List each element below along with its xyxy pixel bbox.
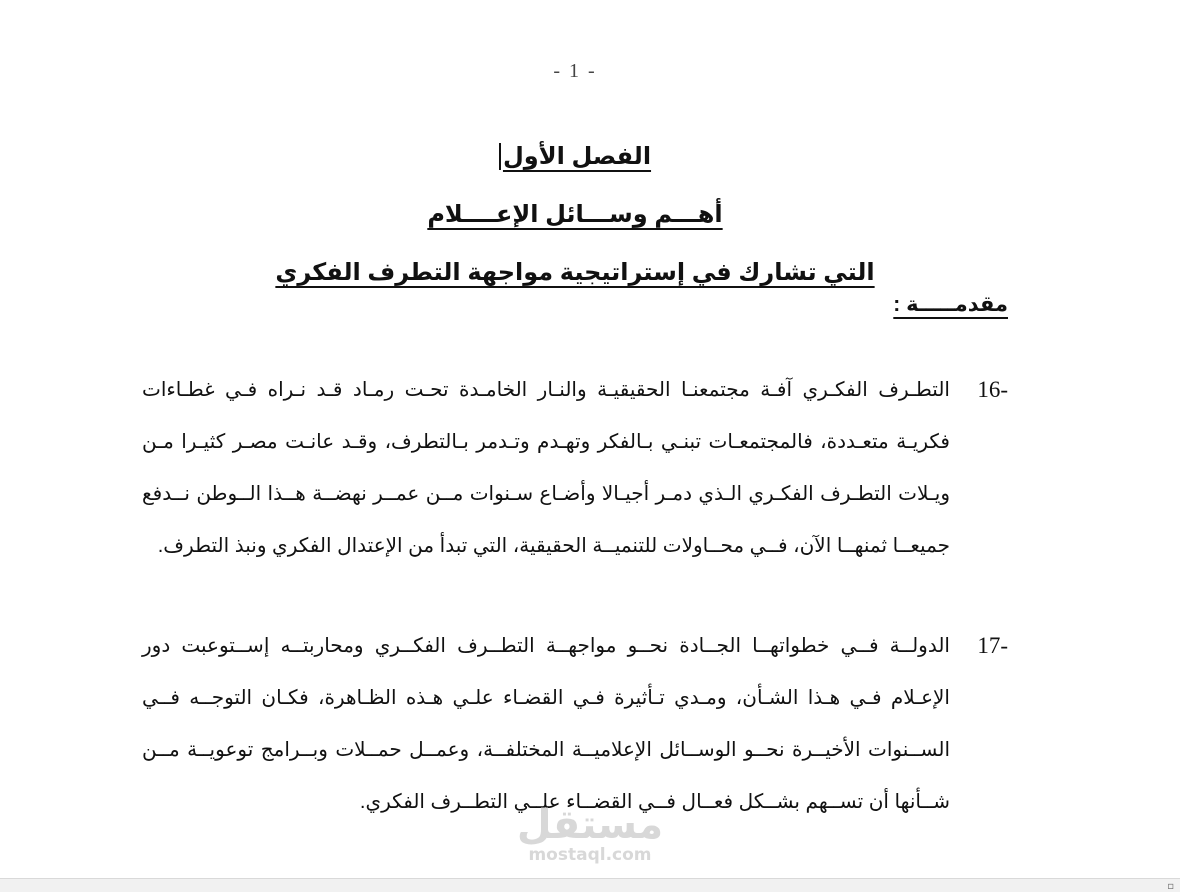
chapter-title <box>0 128 1150 186</box>
paragraph-text: الدولــة فــي خطواتهــا الجــادة نحــو مواجهــة التطــرف الفكــري ومحاربتــه إســتوعبت دور الإعـلام فـي هـذا الشـأن، ومـدي تـأثيرة فـي القضـاء علـي هـذه الظـاهرة، فكـان التوجــه فــي الســنوات الأخيــرة نحــو الوســائل الإعلاميــة المختلفــة، وعمــل حمــلات وبــرامج توعويــة مــن شــأنها أن تســهم بشــكل فعــال فــي القضــاء علــي التطــرف الفكري. <box>142 635 950 813</box>
paragraph-number: 17- <box>977 633 1008 658</box>
chapter-title-text: الفصل الأول <box>499 143 651 170</box>
watermark-arabic: مستقل <box>516 802 664 848</box>
paragraph-text: التطـرف الفكـري آفـة مجتمعنـا الحقيقيـة والنـار الخامـدة تحـت رمـاد قـد نـراه فـي غطـاءات فكريـة متعـددة، فالمجتمعـات تبنـي بـالفكر وتهـدم وتـدمر بـالتطرف، وقـد عانـت مصـر كثيـرا مـن ويـلات التطـرف الفكـري الـذي دمـر أجيـالا وأضـاع سـنوات مــن عمــر نهضــة هــذا الــوطن نــدفع جميعــا ثمنهــا الآن، فــي محــاولات للتنميــة الحقيقية، التي تبدأ من الإعتدال الفكري ونبذ التطرف. <box>142 379 951 557</box>
subtitle-secondary-text: التي تشارك في إستراتيجية مواجهة التطرف الفكري <box>275 259 875 286</box>
resize-grip-icon[interactable]: ▫ <box>1167 881 1174 892</box>
page-number: - 1 - <box>553 60 597 82</box>
watermark-logo <box>510 802 670 865</box>
title-block <box>0 128 1150 302</box>
horizontal-scrollbar[interactable] <box>0 878 1180 892</box>
paragraph-number: 16- <box>977 377 1008 402</box>
subtitle-primary-text: أهـــم وســـائل الإعــــلام <box>427 201 723 228</box>
watermark-latin: mostaql.com <box>528 845 652 865</box>
intro-heading: مقدمـــــة : <box>893 293 1008 316</box>
subtitle-primary <box>0 186 1150 244</box>
